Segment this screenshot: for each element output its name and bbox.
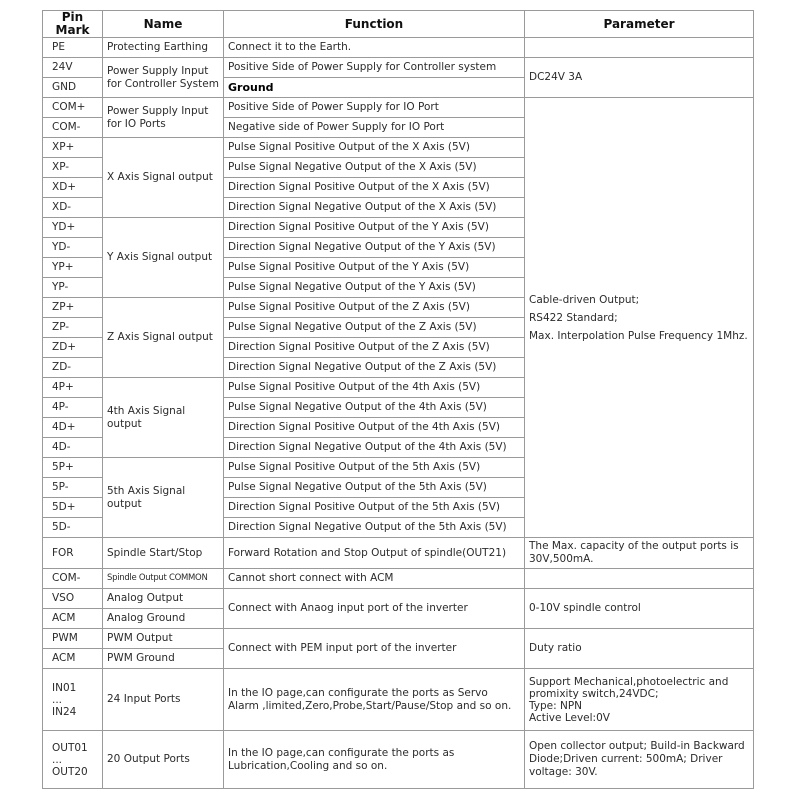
pin-parameter: DC24V 3A (525, 58, 754, 98)
pin-mark: FOR (43, 538, 103, 569)
pin-function: Direction Signal Positive Output of the Z Axis (5V) (224, 338, 525, 358)
pin-function: Pulse Signal Negative Output of the 5th Axis (5V) (224, 478, 525, 498)
pin-parameter (525, 98, 754, 538)
table-row (43, 38, 754, 58)
pin-name: Spindle Start/Stop (103, 538, 224, 569)
pin-function: Positive Side of Power Supply for Controller system (224, 58, 525, 78)
pin-mark: ZP+ (43, 298, 103, 318)
pin-mark: YD+ (43, 218, 103, 238)
pin-mark: ACM (43, 609, 103, 629)
pin-function: Pulse Signal Negative Output of the X Axis (5V) (224, 158, 525, 178)
pin-mark: GND (43, 78, 103, 98)
pin-function: Negative side of Power Supply for IO Port (224, 118, 525, 138)
param-line: Active Level:0V (529, 711, 610, 724)
pin-mark: XD+ (43, 178, 103, 198)
pin-mark-line: ... (52, 693, 63, 706)
pin-mark: 4D- (43, 438, 103, 458)
pin-function: Direction Signal Negative Output of the 5th Axis (5V) (224, 518, 525, 538)
pin-function: Direction Signal Negative Output of the Z Axis (5V) (224, 358, 525, 378)
pin-mark: 5P+ (43, 458, 103, 478)
param-line: RS422 Standard; (529, 311, 618, 324)
param-line: Max. Interpolation Pulse Frequency 1Mhz. (529, 329, 748, 342)
pin-parameter: 0-10V spindle control (525, 589, 754, 629)
pin-name: PWM Output (103, 629, 224, 649)
pin-mark: ZD+ (43, 338, 103, 358)
pin-function: Direction Signal Positive Output of the 5th Axis (5V) (224, 498, 525, 518)
pin-name: Z Axis Signal output (103, 298, 224, 378)
pin-function: Direction Signal Negative Output of the Y Axis (5V) (224, 238, 525, 258)
pin-mark-line: IN01 (52, 681, 77, 694)
pin-name: PWM Ground (103, 649, 224, 669)
table-row (43, 58, 754, 78)
pin-parameter (525, 569, 754, 589)
pin-mark: XP- (43, 158, 103, 178)
pin-mark: ZP- (43, 318, 103, 338)
pin-mark: ACM (43, 649, 103, 669)
pin-mark: ZD- (43, 358, 103, 378)
pin-function: Connect with Anaog input port of the inverter (224, 589, 525, 629)
pin-parameter: Open collector output; Build-in Backward Diode;Driven current: 500mA; Driver voltage: 30V. (525, 731, 754, 789)
param-line: Support Mechanical,photoelectric and promixity switch,24VDC; (529, 675, 729, 700)
pin-mark: 4P+ (43, 378, 103, 398)
pin-mark: XD- (43, 198, 103, 218)
pin-mark-line: OUT20 (52, 765, 88, 778)
pin-mark: 5P- (43, 478, 103, 498)
pin-definition-table (42, 10, 754, 789)
pin-function: Pulse Signal Negative Output of the Z Axis (5V) (224, 318, 525, 338)
pin-mark: XP+ (43, 138, 103, 158)
pin-mark: COM+ (43, 98, 103, 118)
pin-mark: 5D+ (43, 498, 103, 518)
pin-mark: 24V (43, 58, 103, 78)
pin-mark: COM- (43, 118, 103, 138)
pin-function: Direction Signal Positive Output of the X Axis (5V) (224, 178, 525, 198)
pin-mark: YD- (43, 238, 103, 258)
param-line: Type: NPN (529, 699, 583, 712)
pin-mark (43, 731, 103, 789)
header-pin-mark: Pin Mark (43, 11, 103, 38)
pin-function: Positive Side of Power Supply for IO Port (224, 98, 525, 118)
header-name: Name (103, 11, 224, 38)
pin-mark-line: OUT01 (52, 741, 88, 754)
pin-name: 20 Output Ports (103, 731, 224, 789)
pin-name: X Axis Signal output (103, 138, 224, 218)
pin-parameter: The Max. capacity of the output ports is 30V,500mA. (525, 538, 754, 569)
pin-name: Y Axis Signal output (103, 218, 224, 298)
pin-function: Direction Signal Negative Output of the X Axis (5V) (224, 198, 525, 218)
pin-mark (43, 669, 103, 731)
pin-name: Power Supply Input for Controller System (103, 58, 224, 98)
pin-mark-line: IN24 (52, 705, 77, 718)
header-parameter: Parameter (525, 11, 754, 38)
pin-function: Cannot short connect with ACM (224, 569, 525, 589)
pin-name: 5th Axis Signal output (103, 458, 224, 538)
pin-function: Direction Signal Positive Output of the 4th Axis (5V) (224, 418, 525, 438)
param-line: Cable-driven Output; (529, 293, 640, 306)
table-row (43, 669, 754, 731)
pin-function: Direction Signal Positive Output of the Y Axis (5V) (224, 218, 525, 238)
pin-parameter (525, 38, 754, 58)
pin-mark: 4D+ (43, 418, 103, 438)
pin-name: Protecting Earthing (103, 38, 224, 58)
pin-mark: PE (43, 38, 103, 58)
pin-function: Pulse Signal Positive Output of the X Axis (5V) (224, 138, 525, 158)
pin-function: Connect it to the Earth. (224, 38, 525, 58)
pin-name: Power Supply Input for IO Ports (103, 98, 224, 138)
pin-function: Pulse Signal Negative Output of the Y Axis (5V) (224, 278, 525, 298)
pin-name: 24 Input Ports (103, 669, 224, 731)
pin-function: Pulse Signal Positive Output of the Y Axis (5V) (224, 258, 525, 278)
table-row (43, 589, 754, 609)
table-row (43, 538, 754, 569)
table-row (43, 569, 754, 589)
pin-mark: PWM (43, 629, 103, 649)
pin-mark: VSO (43, 589, 103, 609)
pin-function: Pulse Signal Positive Output of the 4th Axis (5V) (224, 378, 525, 398)
pin-name: Spindle Output COMMON (103, 569, 224, 589)
pin-function: Ground (224, 78, 525, 98)
pin-parameter (525, 669, 754, 731)
pin-function: In the IO page,can configurate the ports as Servo Alarm ,limited,Zero,Probe,Start/Pause/Stop and so on. (224, 669, 525, 731)
pin-function: Connect with PEM input port of the inverter (224, 629, 525, 669)
pin-name: 4th Axis Signal output (103, 378, 224, 458)
pin-function: Pulse Signal Positive Output of the Z Axis (5V) (224, 298, 525, 318)
pin-function: Forward Rotation and Stop Output of spindle(OUT21) (224, 538, 525, 569)
pin-function: Direction Signal Negative Output of the 4th Axis (5V) (224, 438, 525, 458)
header-function: Function (224, 11, 525, 38)
pin-function: Pulse Signal Positive Output of the 5th Axis (5V) (224, 458, 525, 478)
table-row (43, 629, 754, 649)
pin-mark-line: ... (52, 753, 63, 766)
table-row (43, 98, 754, 118)
pin-mark: COM- (43, 569, 103, 589)
pin-mark: YP+ (43, 258, 103, 278)
pin-parameter: Duty ratio (525, 629, 754, 669)
header-row (43, 11, 754, 38)
pin-function: Pulse Signal Negative Output of the 4th Axis (5V) (224, 398, 525, 418)
pin-function: In the IO page,can configurate the ports as Lubrication,Cooling and so on. (224, 731, 525, 789)
pin-mark: 4P- (43, 398, 103, 418)
pin-mark: YP- (43, 278, 103, 298)
table-row (43, 731, 754, 789)
pin-name: Analog Output (103, 589, 224, 609)
pin-mark: 5D- (43, 518, 103, 538)
pin-name: Analog Ground (103, 609, 224, 629)
